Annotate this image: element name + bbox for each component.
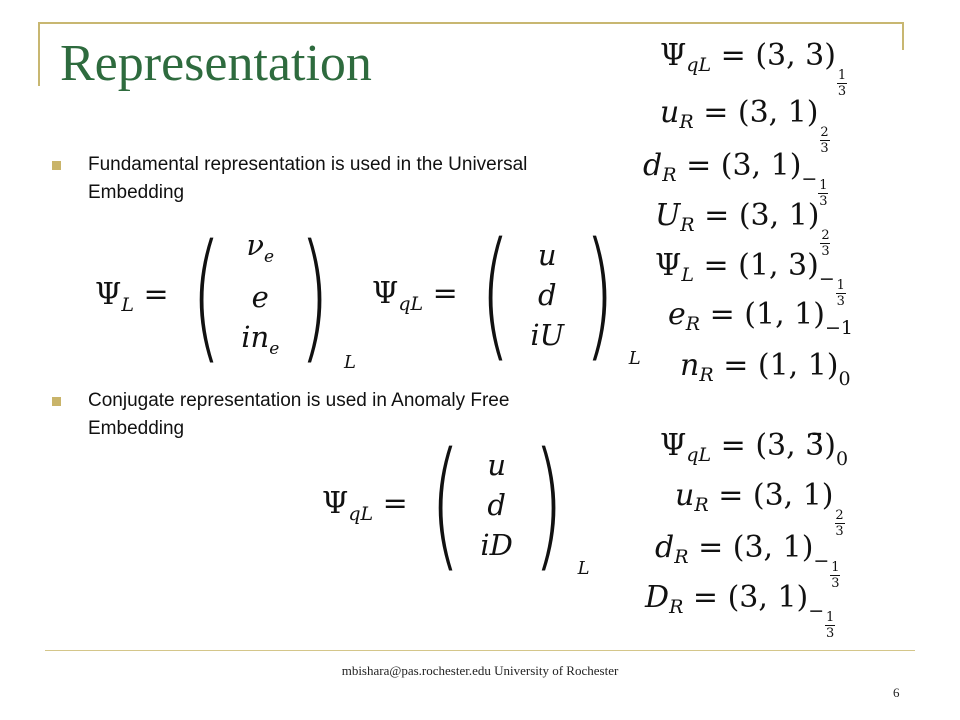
vector-subscript: L: [343, 351, 356, 373]
equation-lhs: $\Psi_{qL}$ =: [372, 275, 458, 315]
vector-entry: u: [487, 448, 507, 482]
frame-left-line: [38, 22, 40, 86]
page-number: 6: [893, 685, 900, 700]
rep-e-r: $e_R = (1$, $1)_{-1}$: [668, 297, 853, 339]
frame-right-line: [902, 22, 904, 50]
rep-af-psi-ql: $\Psi_{qL} = (3$, $3̄)_0$: [660, 428, 849, 470]
bullet-fundamental: [52, 151, 572, 207]
rep-psi-ql: $\Psi_{qL} = (3$, 3) $\frac{1}{3}$: [660, 38, 847, 99]
vector-entry: iU: [530, 318, 565, 352]
vector-entry: u: [537, 238, 557, 272]
bullet-square-icon: [52, 161, 61, 170]
bullet-text: Conjugate representation is used in Anomaly Free Embedding: [88, 390, 510, 439]
vector-subscript: L: [628, 348, 641, 369]
footer-divider: [45, 650, 915, 651]
slide-title: Representation: [60, 35, 372, 92]
psi-ql-anomaly-free-vector: [322, 423, 590, 586]
column-vector: ( u d iD ) L: [430, 423, 590, 586]
vector-entry: $in_e$: [241, 319, 280, 359]
bullet-text: Fundamental representation is used in the Universal Embedding: [88, 154, 528, 203]
vector-entry: iD: [480, 528, 513, 562]
vector-entry: $\nu_e$: [246, 228, 275, 267]
rep-af-cap-d-r: $D_R = (3$, $1)_-$ $\frac{1}{3}$: [645, 580, 835, 641]
vector-entry: d: [537, 278, 557, 312]
rep-af-u-r: $u_R = (3$, 1) $\frac{2}{3}$: [675, 478, 844, 539]
vector-entry: d: [487, 488, 506, 522]
rep-d-r: $d_R = (3$, $1)_-$ $\frac{1}{3}$: [643, 148, 828, 209]
vector-entry: e: [251, 279, 269, 314]
rep-af-d-r: $d_R = (3$, $1)_-$ $\frac{1}{3}$: [655, 530, 840, 591]
rep-u-r: $u_R = (3$, 1) $\frac{2}{3}$: [660, 95, 829, 156]
column-vector: ( $\nu_e$ e $in_e$ ) L: [190, 214, 356, 378]
equation-lhs: $\Psi_L$ =: [95, 277, 169, 317]
frame-top-line: [38, 22, 904, 24]
psi-ql-universal-vector: [372, 213, 641, 376]
footer-text: mbishara@pas.rochester.edu University of Rochester: [341, 663, 619, 678]
column-vector: ( u d iU ) L: [480, 213, 641, 376]
vector-subscript: L: [577, 558, 590, 579]
rep-n-r: $n_R = (1$, $1)_0$: [680, 348, 851, 390]
equation-lhs: $\Psi_{qL}$ =: [322, 485, 408, 525]
rep-cap-u-r: $U_R = (3$, 1) $\frac{2}{3}$: [655, 198, 830, 259]
psi-l-lepton-vector: [95, 214, 356, 378]
rep-psi-l: $\Psi_L = (1$, $3)_-$ $\frac{1}{3}$: [655, 248, 845, 309]
bullet-square-icon: [52, 397, 61, 406]
